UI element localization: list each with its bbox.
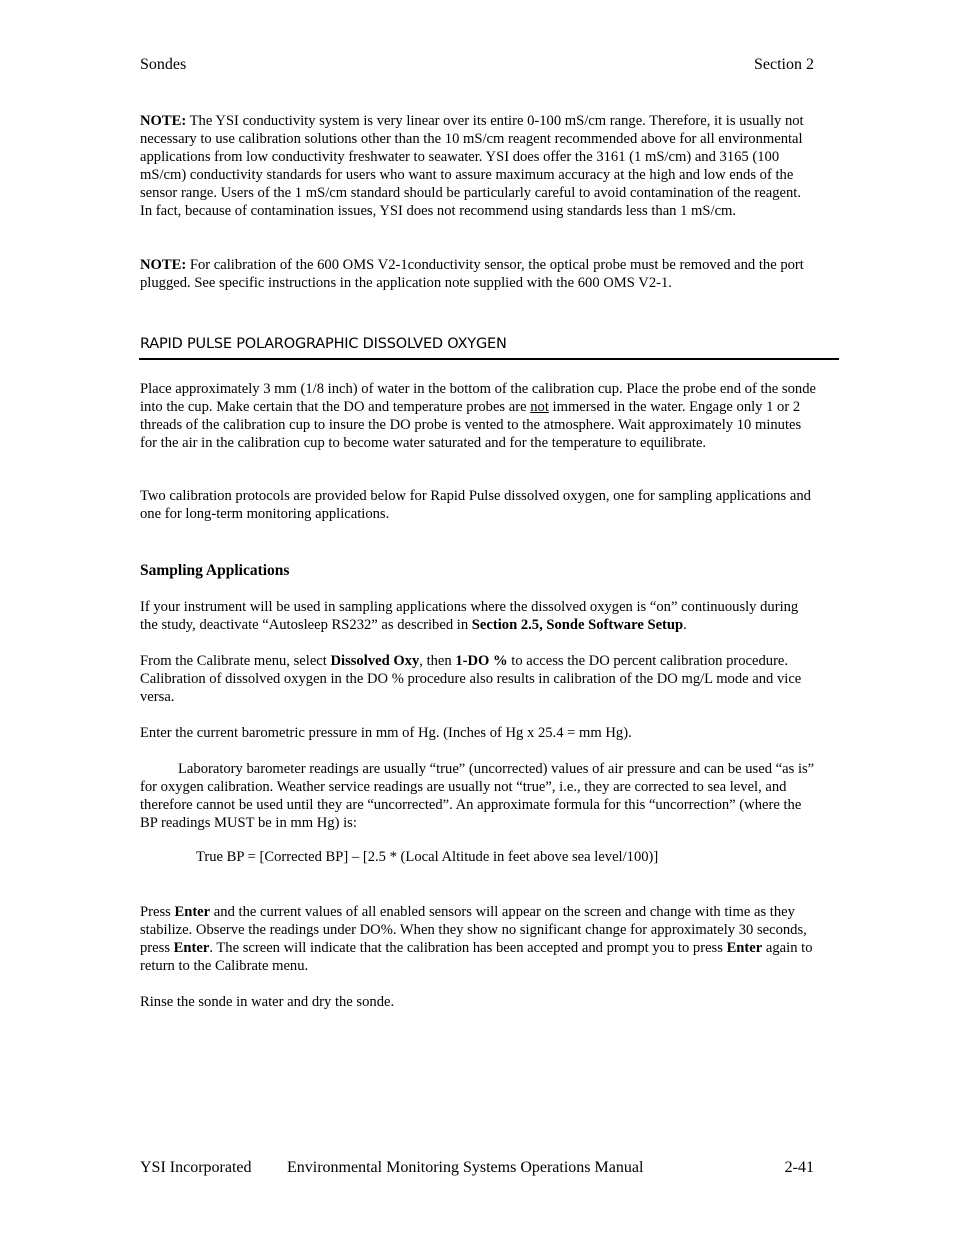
subheading-sampling: Sampling Applications [140, 562, 290, 579]
bold-text: Enter [174, 904, 211, 920]
paragraph-protocols: Two calibration protocols are provided below for Rapid Pulse dissolved oxygen, one for sampling applications and one for long-term monitoring applications. [140, 488, 811, 522]
paragraph-instrument [140, 598, 816, 634]
paragraph-rinse: Rinse the sonde in water and dry the sonde. [140, 994, 395, 1010]
text-run: . The screen will indicate that the calibration has been accepted and prompt you to press [209, 940, 727, 956]
note-text: For calibration of the 600 OMS V2-1conductivity sensor, the optical probe must be removed and the port plugged. See specific instructions in the application note supplied with the 600 OMS V2-1. [140, 257, 804, 291]
header-right: Section 2 [754, 56, 814, 73]
footer-company: YSI Incorporated [140, 1159, 252, 1176]
text-run: and the current values of all enabled sensors will appear on the screen and change with time as they stabilize. Observe the readings under DO%. When they show no significant change for approximately 30 seconds, press [140, 904, 807, 956]
note-text: The YSI conductivity system is very linear over its entire 0-100 mS/cm range. Therefore, it is usually not necessary to use calibration solutions other than the 10 mS/cm reagent recommended above for all environmental applications from low conductivity freshwater to seawater. YSI does offer the 3161 (1 mS/cm) and 3165 (100 mS/cm) conductivity standards for users who want to assure maximum accuracy at the high and low ends of the sensor range. Users of the 1 mS/cm standard should be particularly careful to avoid contamination of the reagent. In fact, because of contamination issues, YSI does not recommend using standards less than 1 mS/cm. [140, 113, 804, 219]
note-oms [140, 256, 816, 292]
header-left: Sondes [140, 56, 187, 73]
note-label: NOTE: [140, 113, 187, 129]
underlined-text: not [530, 399, 549, 415]
footer-manual-title: Environmental Monitoring Systems Operations Manual [287, 1159, 644, 1176]
formula-true-bp: True BP = [Corrected BP] – [2.5 * (Local Altitude in feet above sea level/100)] [196, 849, 659, 865]
text-run: to access the DO percent calibration procedure. Calibration of dissolved oxygen in the DO % procedure also results in calibration of the DO mg/L mode and vice versa. [140, 653, 802, 705]
text-run: . [683, 617, 687, 633]
bold-text: Enter [173, 940, 210, 956]
note-conductivity [140, 112, 816, 220]
text-run: From the Calibrate menu, select [140, 653, 331, 669]
paragraph-place-water [140, 380, 816, 452]
bold-text: Enter [726, 940, 763, 956]
text-run: , then [419, 653, 456, 669]
text-run: immersed in the water. Engage only 1 or 2 threads of the calibration cup to insure the DO probe is vented to the atmosphere. Wait approximately 10 minutes for the air in the calibration cup to become water saturated and for the temperature to equilibrate. [140, 399, 802, 451]
bold-text: 1-DO % [455, 653, 508, 669]
paragraph-press-enter [140, 903, 816, 975]
paragraph-barometric: Enter the current barometric pressure in mm of Hg. (Inches of Hg x 25.4 = mm Hg). [140, 725, 632, 741]
text-run: Place approximately 3 mm (1/8 inch) of water in the bottom of the calibration cup. Place the probe end of the sonde into the cup. Make certain that the DO and temperature probes are [140, 381, 816, 415]
paragraph-laboratory: Laboratory barometer readings are usually “true” (uncorrected) values of air pressure and can be used “as is” for oxygen calibration. Weather service readings are usually not “true”, i.e., they are corrected to sea level, and therefore cannot be used until they are “uncorrected”. An approximate formula for this “uncorrection” (where the BP readings MUST be in mm Hg) is: [140, 761, 815, 831]
bold-text: Dissolved Oxy [330, 653, 420, 669]
text-run: Press [140, 904, 175, 920]
bold-text: Section 2.5, Sonde Software Setup [471, 617, 684, 633]
text-run: again to return to the Calibrate menu. [140, 940, 813, 974]
paragraph-calibrate-menu [140, 652, 816, 706]
section-divider [139, 358, 839, 360]
section-title: RAPID PULSE POLAROGRAPHIC DISSOLVED OXYGEN [140, 336, 507, 352]
footer-page-number: 2-41 [784, 1159, 814, 1176]
note-label: NOTE: [140, 257, 187, 273]
text-run: If your instrument will be used in sampling applications where the dissolved oxygen is “on” continuously during the study, deactivate “Autosleep RS232” as described in [140, 599, 799, 633]
